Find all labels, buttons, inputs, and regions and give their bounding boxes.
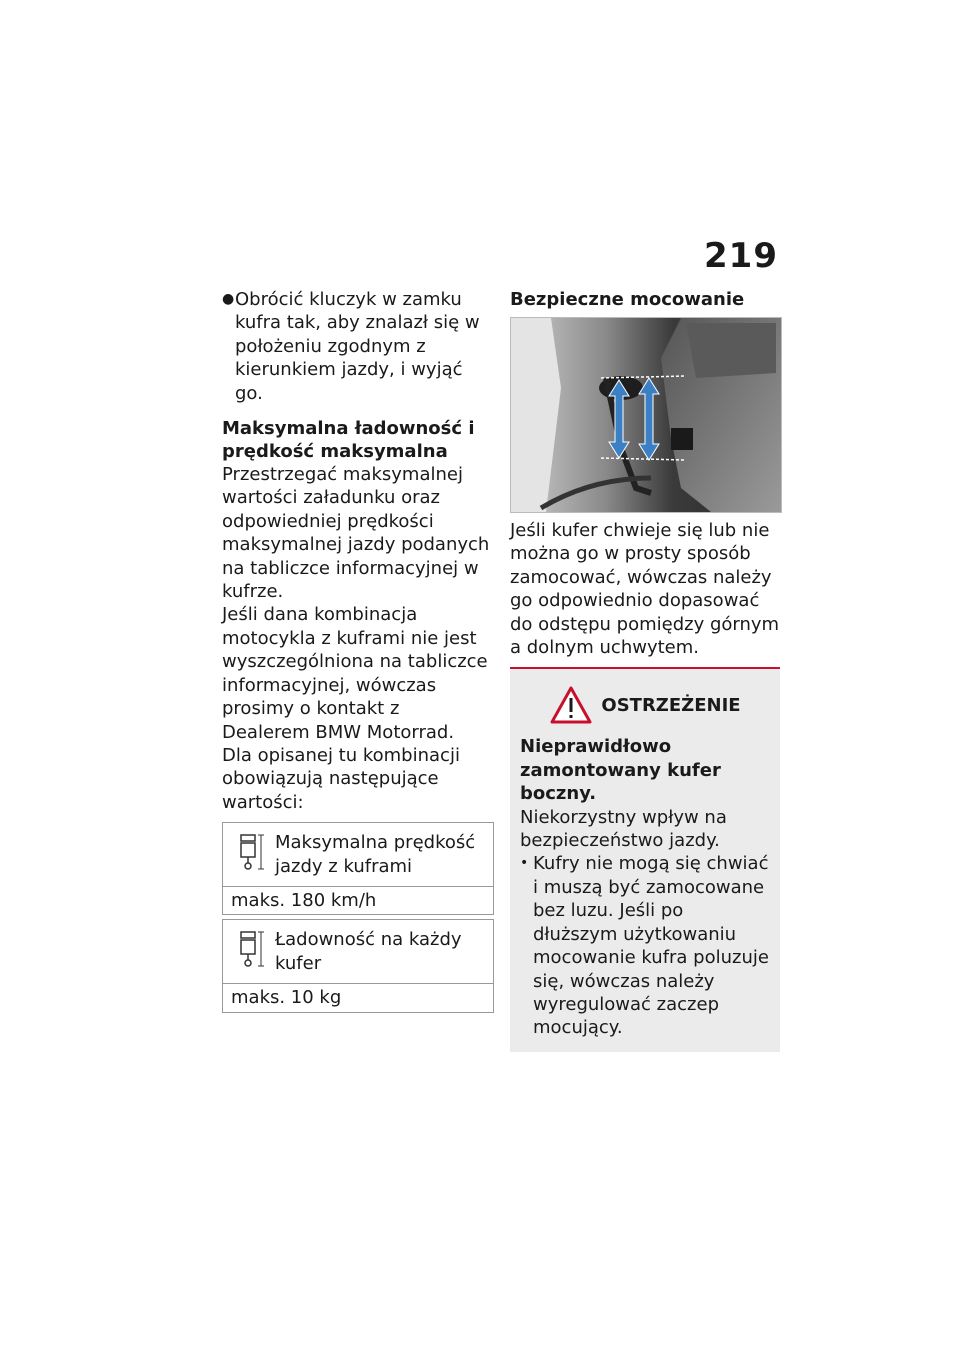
case-mounting-photo bbox=[510, 317, 782, 513]
warning-text: Niekorzystny wpływ na bezpieczeństwo jazdy. bbox=[520, 806, 727, 852]
warning-title: OSTRZEŻENIE bbox=[601, 694, 741, 716]
suitcase-gauge-icon bbox=[235, 831, 275, 873]
paragraph: Jeśli dana kombinacja motocykla z kuframi nie jest wyszczególniona na tabliczce informacyjnej, wówczas prosimy o kontakt z Dealerem BMW Motorrad. bbox=[222, 604, 488, 743]
suitcase-gauge-icon bbox=[235, 928, 275, 970]
spec-header bbox=[223, 823, 493, 887]
spec-table-load bbox=[222, 919, 494, 1012]
spec-label: Maksymalna prędkość jazdy z kuframi bbox=[275, 832, 476, 877]
bullet-dot: ● bbox=[222, 291, 235, 307]
section-title-secure-mounting: Bezpieczne mocowanie bbox=[510, 289, 745, 310]
right-column bbox=[510, 288, 780, 1052]
warning-bold-text: Nieprawidłowo zamontowany kufer boczny. bbox=[520, 736, 721, 805]
warning-box bbox=[510, 667, 780, 1051]
spec-value: maks. 180 km/h bbox=[223, 887, 493, 915]
paragraph: Jeśli kufer chwieje się lub nie można go w prosty sposób zamocować, wówczas należy go odpowiednio dopasować do odstępu pomiędzy górnym a dolnym uchwytem. bbox=[510, 520, 780, 659]
spec-value: maks. 10 kg bbox=[223, 984, 493, 1012]
spec-label: Ładowność na każdy kufer bbox=[275, 929, 462, 974]
left-column bbox=[222, 288, 492, 1013]
bullet-text: Obrócić kluczyk w zamku kufra tak, aby znalazł się w położeniu zgodnym z kierunkiem jazdy, i wyjąć go. bbox=[235, 289, 480, 404]
page-number: 219 bbox=[704, 236, 778, 276]
paragraph: Dla opisanej tu kombinacji obowiązują następujące wartości: bbox=[222, 744, 460, 813]
section-title-max-load: Maksymalna ładowność i prędkość maksymalna bbox=[222, 418, 475, 463]
warning-bullet-text: Kufry nie mogą się chwiać i muszą być zamocowane bez luzu. Jeśli po dłuższym użytkowaniu mocowanie kufra poluzuje się, wówczas należy wyregulować zaczep mocujący. bbox=[533, 853, 769, 1039]
warning-header bbox=[520, 685, 770, 725]
bullet-item bbox=[222, 288, 492, 405]
paragraph: Przestrzegać maksymalnej wartości załadunku oraz odpowiedniej prędkości maksymalnej jazdy podanych na tabliczce informacyjnej w kufrze. bbox=[222, 464, 490, 603]
warning-bullet bbox=[520, 852, 770, 1039]
spec-table-max-speed bbox=[222, 822, 494, 915]
bullet-dot: • bbox=[520, 855, 529, 872]
spec-header bbox=[223, 920, 493, 984]
warning-triangle-icon bbox=[549, 685, 593, 725]
